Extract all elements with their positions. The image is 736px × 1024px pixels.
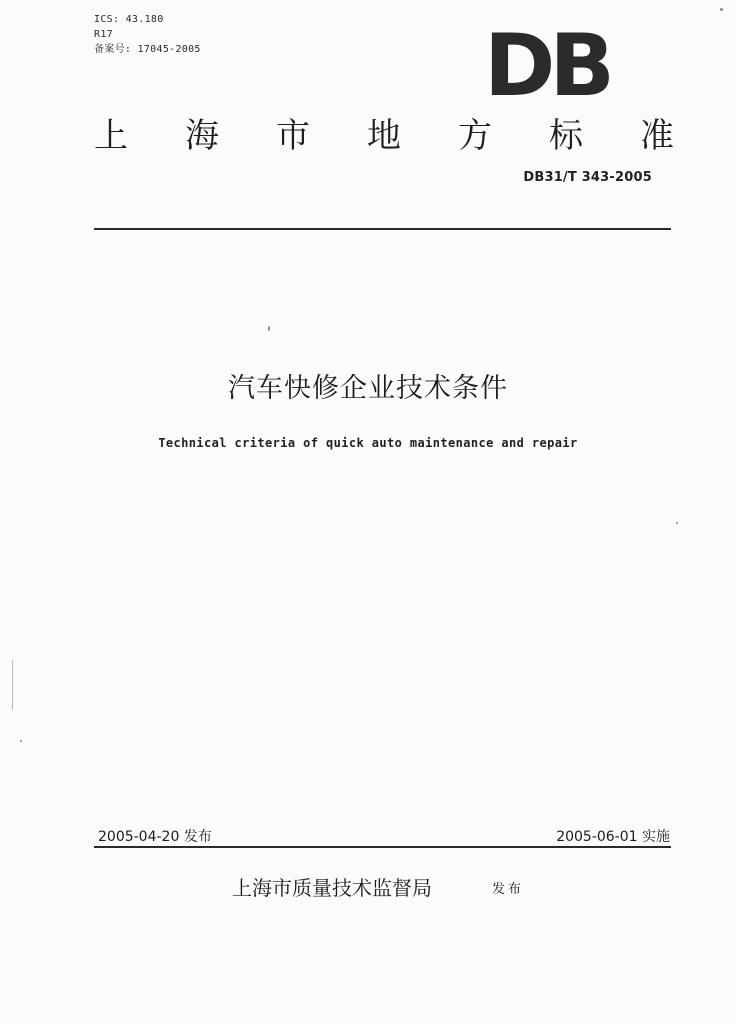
- ics-code: ICS: 43.180: [94, 14, 164, 25]
- standard-type-char: 市: [276, 116, 310, 156]
- scan-speck: [720, 8, 723, 11]
- filing-number: 备案号: 17045-2005: [94, 44, 201, 55]
- scan-artifact: [12, 660, 13, 710]
- date-row: [98, 826, 670, 846]
- standard-type-char: 上: [94, 116, 128, 156]
- scan-speck: [20, 740, 22, 742]
- issuer-name: 上海市质量技术监督局: [232, 876, 432, 900]
- header-meta: [94, 12, 201, 57]
- db-logo: DB: [484, 16, 609, 116]
- scan-speck: [268, 326, 270, 331]
- standard-type-char: 地: [367, 116, 401, 156]
- standard-number: DB31/T 343-2005: [523, 170, 652, 185]
- standard-type-char: 方: [458, 116, 492, 156]
- title-chinese: 汽车快修企业技术条件: [228, 373, 508, 404]
- publish-date: 2005-04-20 发布: [98, 829, 212, 845]
- title-english: Technical criteria of quick auto maintenance and repair: [158, 436, 578, 450]
- bottom-divider: [94, 846, 671, 848]
- standard-type-char: 海: [185, 116, 219, 156]
- issuer-action: 发布: [492, 882, 525, 897]
- scan-speck: [676, 522, 678, 524]
- standard-type-char: 准: [640, 116, 674, 156]
- category-code: R17: [94, 29, 113, 40]
- implement-date: 2005-06-01 实施: [556, 829, 670, 845]
- standard-type-char: 标: [549, 116, 583, 156]
- standard-type-heading: [94, 116, 674, 156]
- top-divider: [94, 228, 671, 230]
